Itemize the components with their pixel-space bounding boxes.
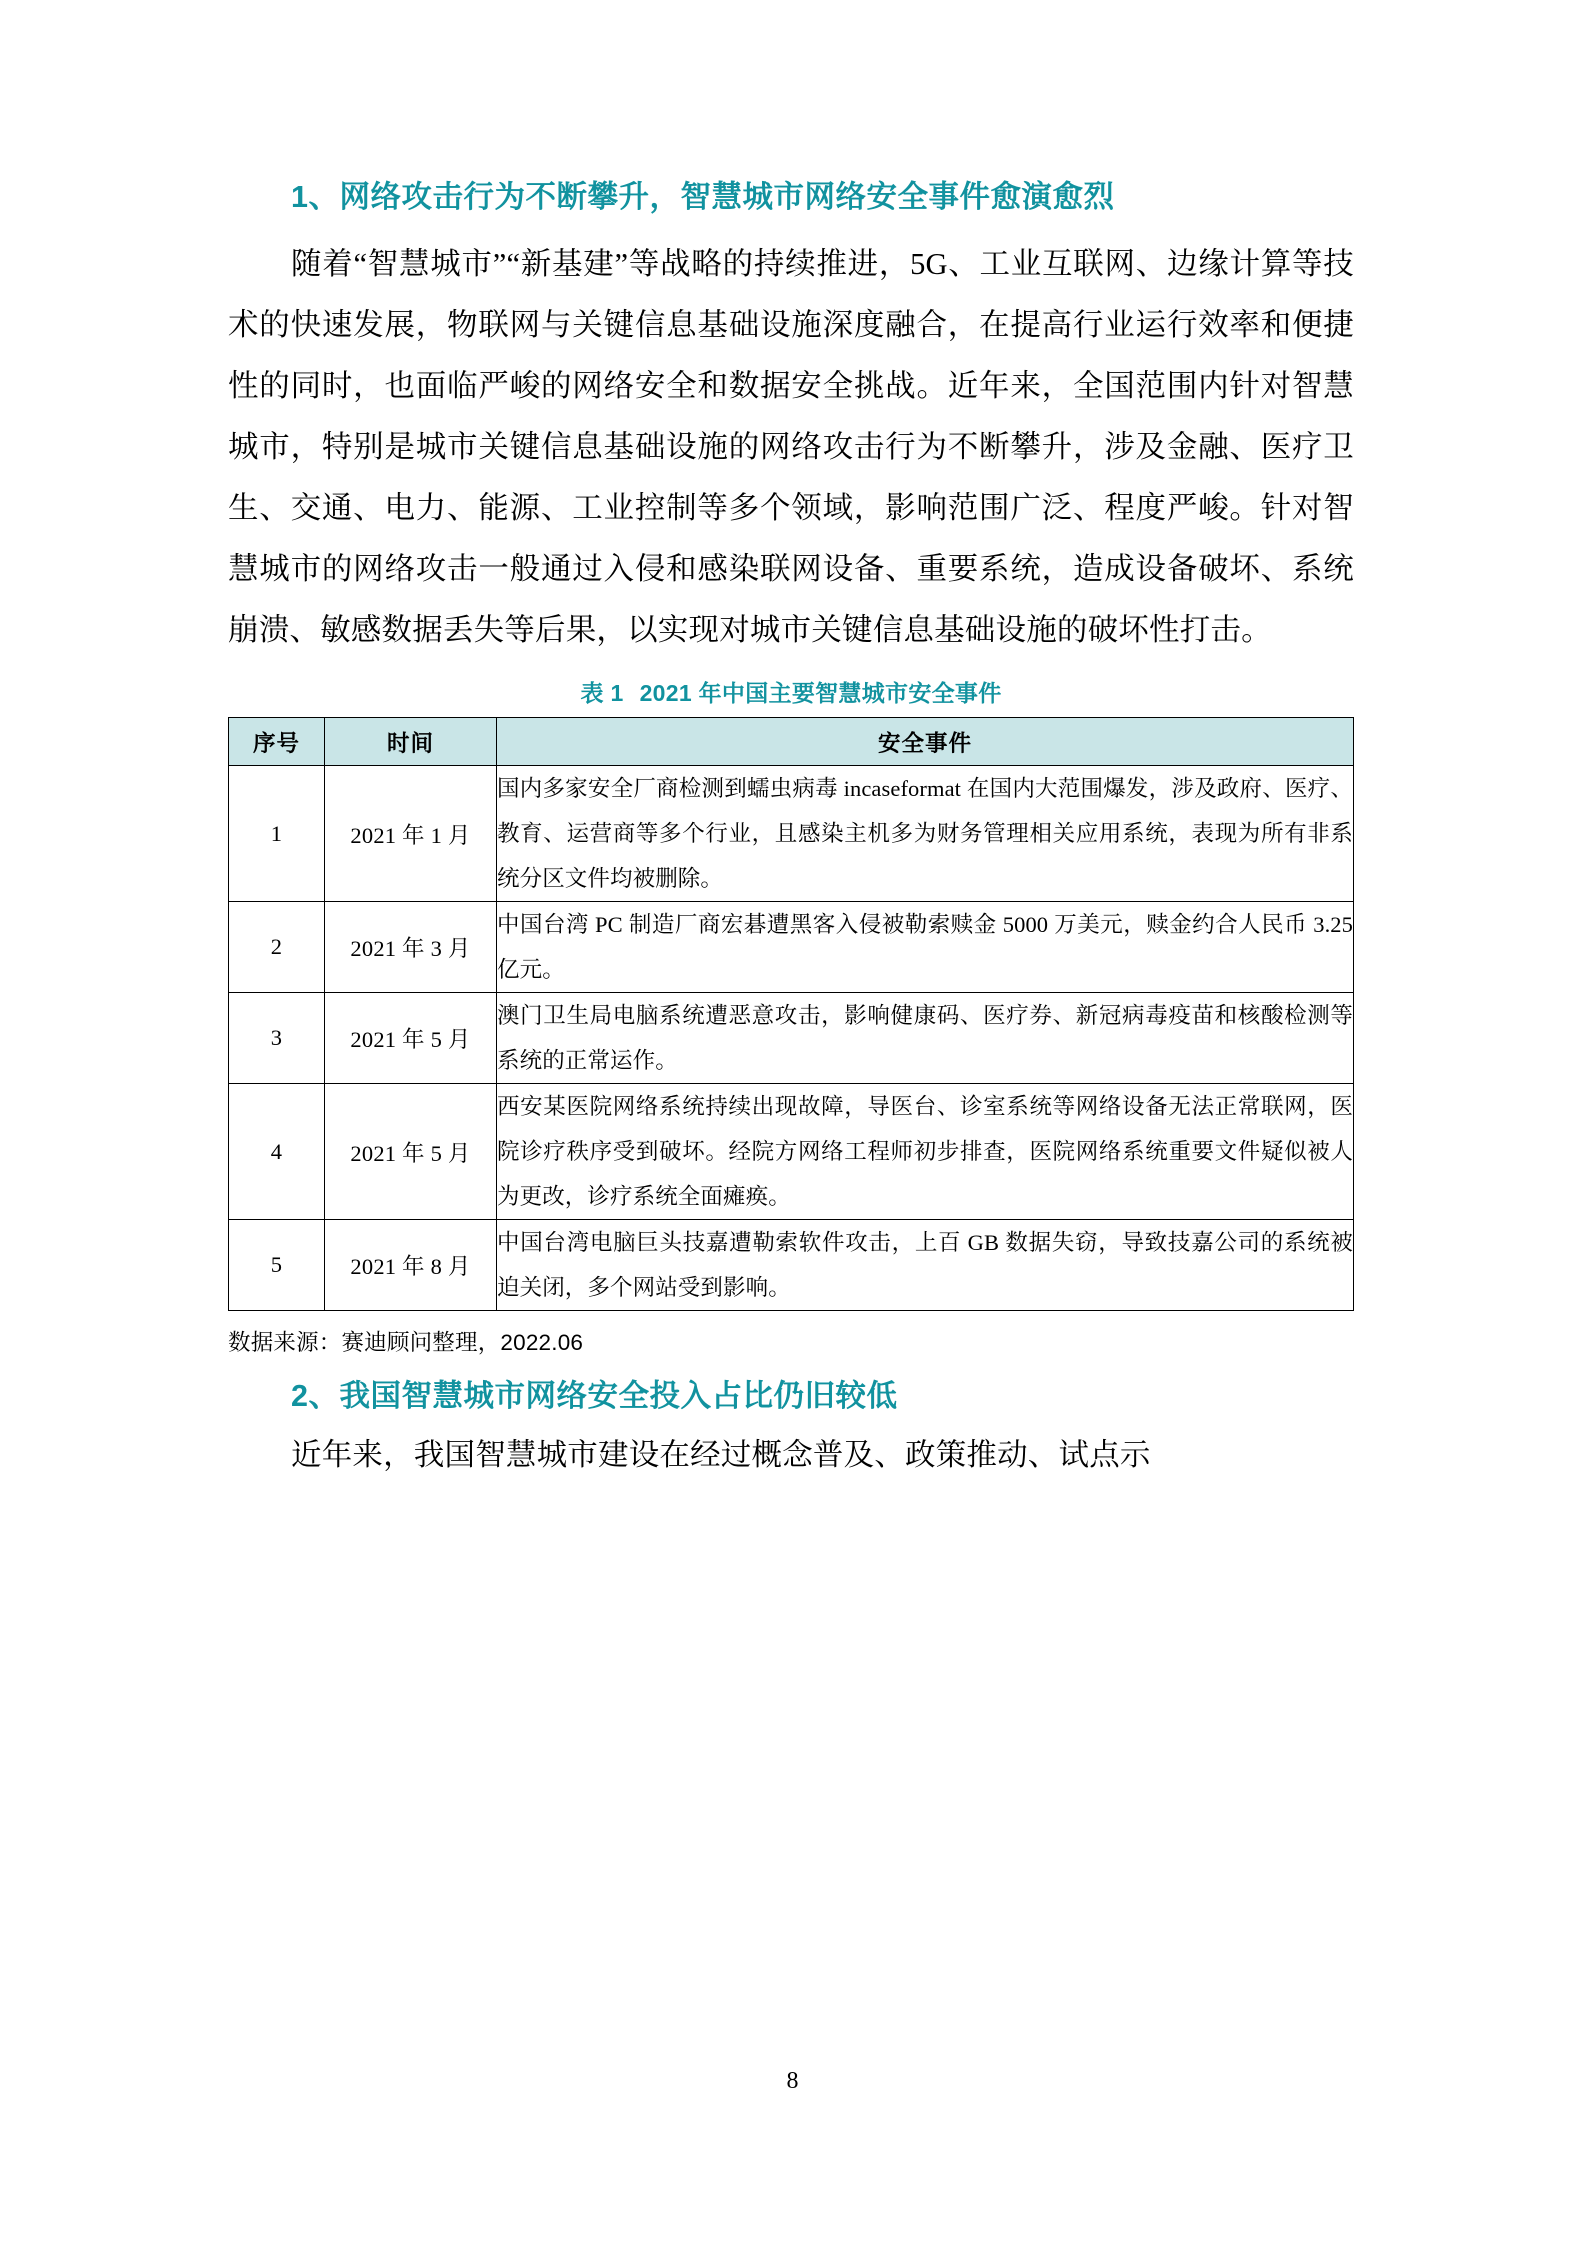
table-caption-label: 表 1 (580, 680, 624, 707)
security-events-table (228, 717, 1354, 1311)
table-caption (228, 675, 1354, 708)
table-header (229, 718, 1354, 766)
column-header-event: 安全事件 (497, 718, 1354, 766)
cell-event: 中国台湾 PC 制造厂商宏碁遭黑客入侵被勒索赎金 5000 万美元，赎金约合人民币 3.25 亿元。 (497, 902, 1354, 993)
table-row (229, 766, 1354, 902)
section-heading-1: 1、网络攻击行为不断攀升，智慧城市网络安全事件愈演愈烈 (291, 180, 1115, 214)
section-1-paragraph: 随着“智慧城市”“新基建”等战略的持续推进，5G、工业互联网、边缘计算等技术的快速发展，物联网与关键信息基础设施深度融合，在提高行业运行效率和便捷性的同时，也面临严峻的网络安全和数据安全挑战。近年来，全国范围内针对智慧城市，特别是城市关键信息基础设施的网络攻击行为不断攀升，涉及金融、医疗卫生、交通、电力、能源、工业控制等多个领域，影响范围广泛、程度严峻。针对智慧城市的网络攻击一般通过入侵和感染联网设备、重要系统，造成设备破坏、系统崩溃、敏感数据丢失等后果，以实现对城市关键信息基础设施的破坏性打击。 (228, 247, 1354, 648)
cell-time: 2021 年 3 月 (325, 902, 497, 993)
table-row (229, 1220, 1354, 1311)
column-header-time: 时间 (325, 718, 497, 766)
cell-time: 2021 年 5 月 (325, 1084, 497, 1220)
table-row (229, 1084, 1354, 1220)
cell-time: 2021 年 1 月 (325, 766, 497, 902)
table-header-row (229, 718, 1354, 766)
table-body (229, 766, 1354, 1311)
cell-index: 1 (229, 766, 325, 902)
cell-time: 2021 年 8 月 (325, 1220, 497, 1311)
cell-event: 中国台湾电脑巨头技嘉遭勒索软件攻击，上百 GB 数据失窃，导致技嘉公司的系统被迫关闭，多个网站受到影响。 (497, 1220, 1354, 1311)
section-heading-2: 2、我国智慧城市网络安全投入占比仍旧较低 (291, 1379, 898, 1414)
cell-index: 4 (229, 1084, 325, 1220)
cell-index: 3 (229, 993, 325, 1084)
cell-index: 5 (229, 1220, 325, 1311)
table-caption-title: 2021 年中国主要智慧城市安全事件 (639, 680, 1002, 707)
table-row (229, 993, 1354, 1084)
cell-event: 澳门卫生局电脑系统遭恶意攻击，影响健康码、医疗券、新冠病毒疫苗和核酸检测等系统的正常运作。 (497, 993, 1354, 1084)
table-row (229, 902, 1354, 993)
page-content (228, 178, 1354, 1486)
cell-index: 2 (229, 902, 325, 993)
cell-time: 2021 年 5 月 (325, 993, 497, 1084)
column-header-index: 序号 (229, 718, 325, 766)
cell-event: 国内多家安全厂商检测到蠕虫病毒 incaseformat 在国内大范围爆发，涉及政府、医疗、教育、运营商等多个行业，且感染主机多为财务管理相关应用系统，表现为所有非系统分区文件均被删除。 (497, 766, 1354, 902)
page-number: 8 (786, 2068, 799, 2094)
cell-event: 西安某医院网络系统持续出现故障，导医台、诊室系统等网络设备无法正常联网，医院诊疗秩序受到破坏。经院方网络工程师初步排查，医院网络系统重要文件疑似被人为更改，诊疗系统全面瘫痪。 (497, 1084, 1354, 1220)
table-source-note: 数据来源：赛迪顾问整理，2022.06 (228, 1330, 584, 1356)
section-2-paragraph: 近年来，我国智慧城市建设在经过概念普及、政策推动、试点示 (291, 1438, 1151, 1473)
